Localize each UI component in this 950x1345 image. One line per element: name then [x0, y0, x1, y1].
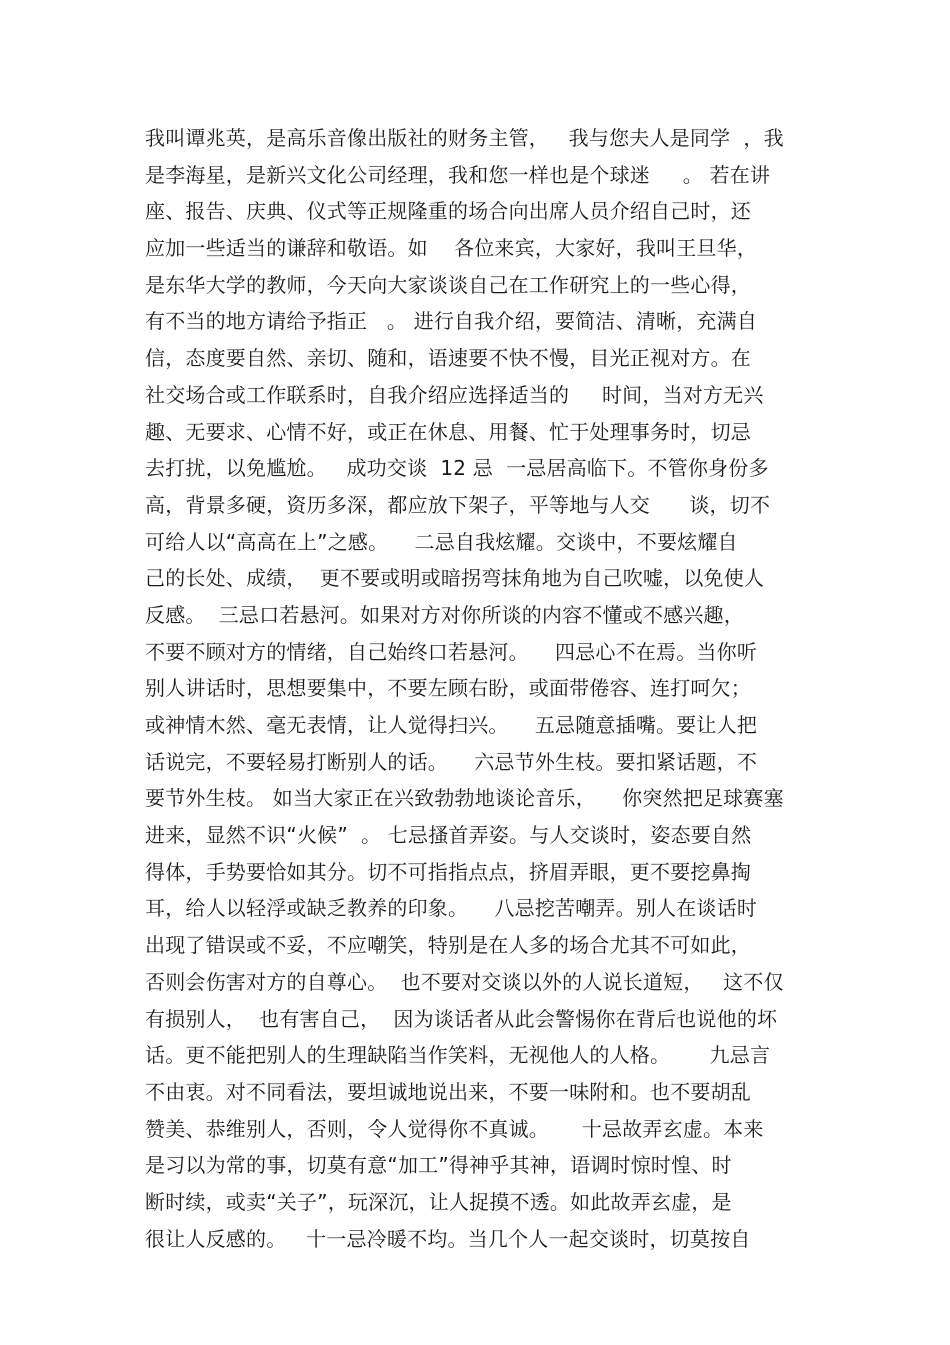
text-line: 或神情木然、毫无表情，让人觉得扫兴。 五忌随意插嘴。要让人把	[145, 713, 758, 737]
text-line: 己的长处、成绩， 更不要或明或暗拐弯抹角地为自己吹嘘，以免使人	[145, 566, 765, 591]
text-line: 进来，显然不识“火候” 。 七忌搔首弄姿。与人交谈时，姿态要自然	[145, 823, 752, 848]
text-line: 座、报告、庆典、仪式等正规隆重的场合向出席人员介绍自己时，还	[145, 199, 751, 224]
text-line: 是东华大学的教师，今天向大家谈谈自己在工作研究上的一些心得，	[145, 272, 751, 297]
text-line: 我叫谭兆英，是高乐音像出版社的财务主管， 我与您夫人是同学 ，我	[145, 126, 784, 150]
text-line: 反感。 三忌口若悬河。如果对方对你所谈的内容不懂或不感兴趣，	[145, 602, 744, 627]
text-line: 出现了错误或不妥，不应嘲笑，特别是在人多的场合尤其不可如此，	[145, 933, 751, 958]
text-line: 有不当的地方请给予指正 。 进行自我介绍，要简洁、清晰，充满自	[145, 309, 758, 334]
text-line: 信，态度要自然、亲切、随和，语速要不快不慢，目光正视对方。在	[145, 346, 751, 371]
text-line: 否则会伤害对方的自尊心。 也不要对交谈以外的人说长道短， 这不仅	[145, 969, 784, 994]
text-line: 趣、无要求、心情不好，或正在休息、用餐、忙于处理事务时，切忌	[145, 419, 751, 444]
text-line: 很让人反感的。 十一忌冷暖不均。当几个人一起交谈时，切莫按自	[145, 1226, 751, 1251]
text-line: 是李海星，是新兴文化公司经理，我和您一样也是个球迷 。 若在讲	[145, 162, 771, 187]
text-line: 得体，手势要恰如其分。切不可指指点点，挤眉弄眼，更不要挖鼻掏	[145, 859, 751, 884]
text-line: 去打扰，以免尴尬。 成功交谈 12 忌 一忌居高临下。不管你身份多	[145, 456, 769, 481]
text-line: 是习以为常的事，切莫有意“加工”得神乎其神，语调时惊时惶、时	[145, 1153, 732, 1178]
text-line: 话。更不能把别人的生理缺陷当作笑料，无视他人的人格。 九忌言	[145, 1043, 771, 1068]
text-line: 高，背景多硬，资历多深，都应放下架子，平等地与人交 谈，切不	[145, 492, 771, 517]
text-line: 赞美、恭维别人，否则，令人觉得你不真诚。 十忌故弄玄虚。本来	[145, 1116, 764, 1141]
body-text	[145, 120, 825, 1257]
text-line: 不由衷。对不同看法，要坦诚地说出来，不要一味附和。也不要胡乱	[145, 1079, 751, 1104]
text-line: 耳，给人以轻浮或缺乏教养的印象。 八忌挖苦嘲弄。别人在谈话时	[145, 896, 758, 921]
text-line: 可给人以“高高在上”之感。 二忌自我炫耀。交谈中，不要炫耀自	[145, 529, 738, 554]
text-line: 有损别人， 也有害自己， 因为谈话者从此会警惕你在背后也说他的坏	[145, 1006, 778, 1031]
text-line: 话说完，不要轻易打断别人的话。 六忌节外生枝。要扣紧话题，不	[145, 749, 758, 774]
text-line: 要节外生枝。 如当大家正在兴致勃勃地谈论音乐， 你突然把足球赛塞	[145, 786, 784, 811]
text-line: 应加一些适当的谦辞和敬语。如 各位来宾，大家好，我叫王旦华，	[145, 236, 758, 261]
text-line: 别人讲话时，思想要集中，不要左顾右盼，或面带倦容、连打呵欠；	[145, 676, 751, 701]
text-line: 社交场合或工作联系时，自我介绍应选择适当的 时间，当对方无兴	[145, 382, 764, 407]
text-line: 断时续，或卖“关子”，玩深沉，让人捉摸不透。如此故弄玄虚，是	[145, 1189, 732, 1214]
text-line: 不要不顾对方的情绪，自己始终口若悬河。 四忌心不在焉。当你听	[145, 639, 758, 664]
